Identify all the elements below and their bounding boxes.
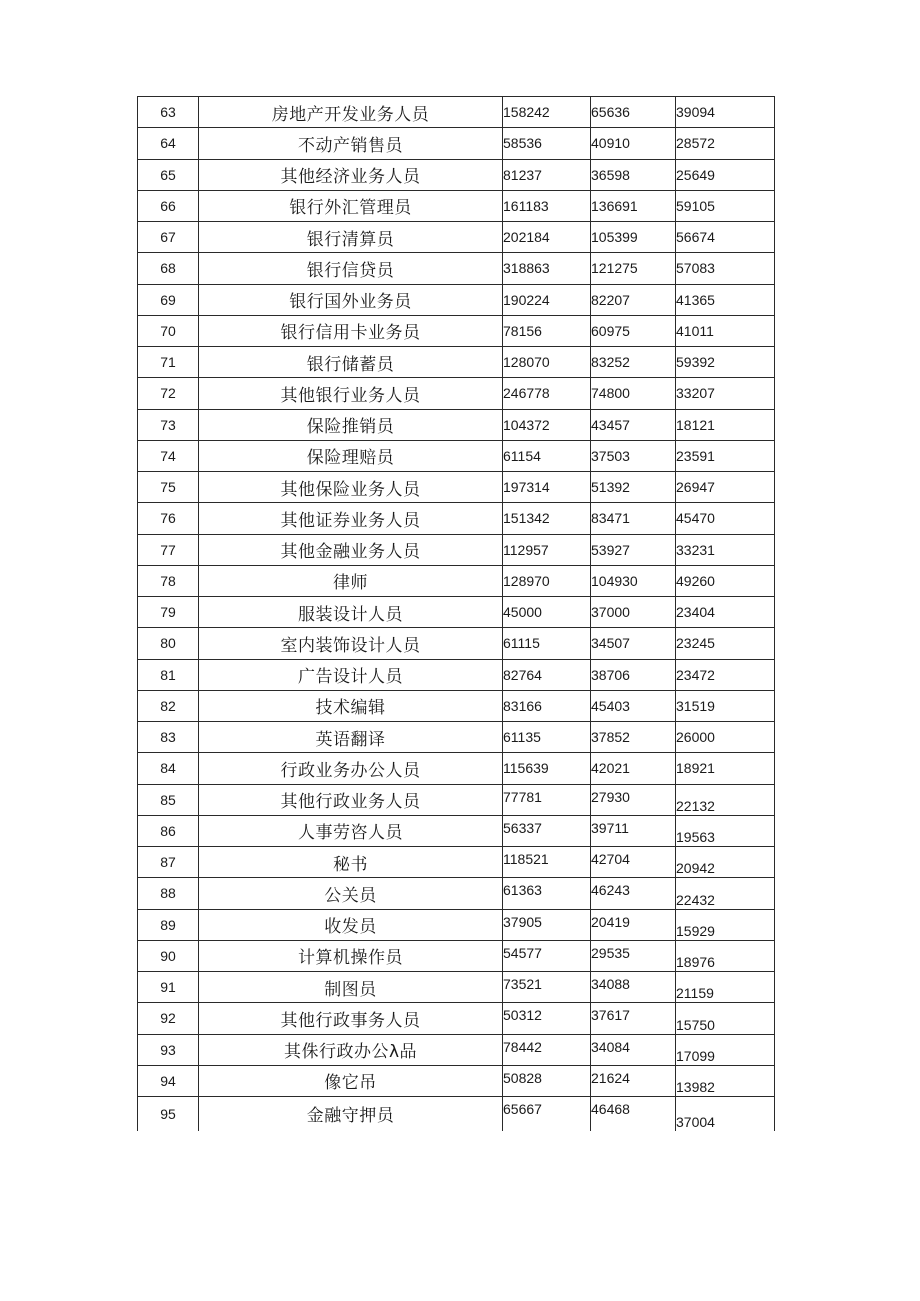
row-number-cell: 74 [138, 440, 199, 471]
value-3-cell: 18921 [676, 753, 775, 784]
table-row [138, 784, 775, 815]
value-1-cell: 81237 [503, 159, 591, 190]
occupation-name-cell: 银行国外业务员 [199, 284, 503, 315]
value-1-cell: 61363 [503, 878, 591, 909]
row-number-cell: 80 [138, 628, 199, 659]
row-number-cell: 64 [138, 128, 199, 159]
value-2-cell: 82207 [591, 284, 676, 315]
table-row [138, 940, 775, 971]
table-row [138, 378, 775, 409]
value-1-cell: 58536 [503, 128, 591, 159]
value-3-cell: 15750 [676, 1003, 775, 1034]
row-number-cell: 78 [138, 565, 199, 596]
value-3-cell: 45470 [676, 503, 775, 534]
value-1-cell: 246778 [503, 378, 591, 409]
row-number-cell: 84 [138, 753, 199, 784]
row-number-cell: 67 [138, 222, 199, 253]
value-2-cell: 40910 [591, 128, 676, 159]
table-row [138, 347, 775, 378]
value-1-cell: 128970 [503, 565, 591, 596]
table-row [138, 159, 775, 190]
value-3-cell: 26947 [676, 472, 775, 503]
value-3-cell: 23591 [676, 440, 775, 471]
value-2-cell: 46243 [591, 878, 676, 909]
table-row [138, 815, 775, 846]
value-2-cell: 65636 [591, 97, 676, 128]
value-3-cell: 57083 [676, 253, 775, 284]
occupation-name-cell: 广告设计人员 [199, 659, 503, 690]
occupation-name-cell: 计算机操作员 [199, 940, 503, 971]
value-2-cell: 121275 [591, 253, 676, 284]
table-row [138, 1003, 775, 1034]
occupation-name-cell: 其他经济业务人员 [199, 159, 503, 190]
occupation-name-cell: 银行外汇管理员 [199, 190, 503, 221]
value-2-cell: 37852 [591, 722, 676, 753]
occupation-name-cell: 其他金融业务人员 [199, 534, 503, 565]
value-3-cell: 26000 [676, 722, 775, 753]
value-2-cell: 74800 [591, 378, 676, 409]
value-3-cell: 23472 [676, 659, 775, 690]
value-3-cell: 59392 [676, 347, 775, 378]
value-1-cell: 115639 [503, 753, 591, 784]
value-3-cell: 41365 [676, 284, 775, 315]
value-1-cell: 202184 [503, 222, 591, 253]
value-2-cell: 46468 [591, 1097, 676, 1131]
occupation-name-cell: 制图员 [199, 972, 503, 1003]
value-3-cell: 59105 [676, 190, 775, 221]
value-3-cell: 13982 [676, 1065, 775, 1096]
value-1-cell: 197314 [503, 472, 591, 503]
value-2-cell: 37617 [591, 1003, 676, 1034]
row-number-cell: 73 [138, 409, 199, 440]
row-number-cell: 87 [138, 847, 199, 878]
salary-table [137, 96, 775, 1131]
table-row [138, 97, 775, 128]
value-1-cell: 77781 [503, 784, 591, 815]
value-3-cell: 18121 [676, 409, 775, 440]
value-3-cell: 49260 [676, 565, 775, 596]
row-number-cell: 88 [138, 878, 199, 909]
table-row [138, 909, 775, 940]
value-3-cell: 31519 [676, 690, 775, 721]
table-row [138, 722, 775, 753]
occupation-name-cell: 银行清算员 [199, 222, 503, 253]
table-row [138, 565, 775, 596]
occupation-name-cell: 像它吊 [199, 1065, 503, 1096]
occupation-name-cell: 服装设计人员 [199, 597, 503, 628]
value-2-cell: 37000 [591, 597, 676, 628]
occupation-name-cell: 金融守押员 [199, 1097, 503, 1131]
value-1-cell: 56337 [503, 815, 591, 846]
row-number-cell: 95 [138, 1097, 199, 1131]
value-1-cell: 61135 [503, 722, 591, 753]
value-1-cell: 45000 [503, 597, 591, 628]
value-1-cell: 54577 [503, 940, 591, 971]
row-number-cell: 68 [138, 253, 199, 284]
table-row [138, 878, 775, 909]
value-1-cell: 318863 [503, 253, 591, 284]
value-1-cell: 65667 [503, 1097, 591, 1131]
table-row [138, 753, 775, 784]
occupation-name-cell: 银行信用卡业务员 [199, 315, 503, 346]
value-2-cell: 136691 [591, 190, 676, 221]
value-2-cell: 27930 [591, 784, 676, 815]
value-3-cell: 18976 [676, 940, 775, 971]
table-row [138, 315, 775, 346]
table-row [138, 409, 775, 440]
value-3-cell: 21159 [676, 972, 775, 1003]
row-number-cell: 75 [138, 472, 199, 503]
table-row [138, 597, 775, 628]
table-row [138, 253, 775, 284]
row-number-cell: 93 [138, 1034, 199, 1065]
value-2-cell: 83471 [591, 503, 676, 534]
occupation-name-cell: 房地产开发业务人员 [199, 97, 503, 128]
occupation-name-cell: 人事劳咨人员 [199, 815, 503, 846]
value-1-cell: 112957 [503, 534, 591, 565]
row-number-cell: 71 [138, 347, 199, 378]
occupation-name-cell: 秘书 [199, 847, 503, 878]
row-number-cell: 66 [138, 190, 199, 221]
value-3-cell: 41011 [676, 315, 775, 346]
value-1-cell: 50828 [503, 1065, 591, 1096]
table-row [138, 128, 775, 159]
table-row [138, 1034, 775, 1065]
row-number-cell: 72 [138, 378, 199, 409]
table-row [138, 690, 775, 721]
value-2-cell: 105399 [591, 222, 676, 253]
value-3-cell: 33231 [676, 534, 775, 565]
occupation-name-cell: 其他银行业务人员 [199, 378, 503, 409]
value-3-cell: 17099 [676, 1034, 775, 1065]
value-2-cell: 42021 [591, 753, 676, 784]
value-1-cell: 61115 [503, 628, 591, 659]
value-2-cell: 42704 [591, 847, 676, 878]
value-3-cell: 15929 [676, 909, 775, 940]
row-number-cell: 89 [138, 909, 199, 940]
table-row [138, 222, 775, 253]
row-number-cell: 63 [138, 97, 199, 128]
occupation-name-cell: 室内装饰设计人员 [199, 628, 503, 659]
occupation-name-cell: 保险推销员 [199, 409, 503, 440]
value-3-cell: 25649 [676, 159, 775, 190]
row-number-cell: 70 [138, 315, 199, 346]
value-3-cell: 28572 [676, 128, 775, 159]
value-1-cell: 128070 [503, 347, 591, 378]
value-3-cell: 39094 [676, 97, 775, 128]
value-2-cell: 21624 [591, 1065, 676, 1096]
salary-table-container [137, 96, 774, 1131]
row-number-cell: 69 [138, 284, 199, 315]
value-3-cell: 33207 [676, 378, 775, 409]
row-number-cell: 92 [138, 1003, 199, 1034]
value-1-cell: 190224 [503, 284, 591, 315]
value-3-cell: 23404 [676, 597, 775, 628]
value-2-cell: 20419 [591, 909, 676, 940]
table-row [138, 503, 775, 534]
value-3-cell: 22432 [676, 878, 775, 909]
value-1-cell: 37905 [503, 909, 591, 940]
table-row [138, 440, 775, 471]
occupation-name-cell: 不动产销售员 [199, 128, 503, 159]
value-1-cell: 151342 [503, 503, 591, 534]
table-row [138, 1065, 775, 1096]
table-row [138, 1097, 775, 1131]
value-3-cell: 19563 [676, 815, 775, 846]
value-2-cell: 34507 [591, 628, 676, 659]
value-3-cell: 56674 [676, 222, 775, 253]
occupation-name-cell: 行政业务办公人员 [199, 753, 503, 784]
value-1-cell: 83166 [503, 690, 591, 721]
value-2-cell: 29535 [591, 940, 676, 971]
value-1-cell: 118521 [503, 847, 591, 878]
value-2-cell: 53927 [591, 534, 676, 565]
row-number-cell: 94 [138, 1065, 199, 1096]
row-number-cell: 76 [138, 503, 199, 534]
row-number-cell: 91 [138, 972, 199, 1003]
occupation-name-cell: 其他证券业务人员 [199, 503, 503, 534]
row-number-cell: 86 [138, 815, 199, 846]
table-row [138, 472, 775, 503]
value-3-cell: 37004 [676, 1097, 775, 1131]
table-row [138, 628, 775, 659]
value-2-cell: 37503 [591, 440, 676, 471]
value-1-cell: 78442 [503, 1034, 591, 1065]
table-row [138, 847, 775, 878]
occupation-name-cell: 其他保险业务人员 [199, 472, 503, 503]
table-row [138, 284, 775, 315]
value-1-cell: 161183 [503, 190, 591, 221]
row-number-cell: 65 [138, 159, 199, 190]
value-2-cell: 36598 [591, 159, 676, 190]
table-row [138, 534, 775, 565]
value-2-cell: 34088 [591, 972, 676, 1003]
row-number-cell: 77 [138, 534, 199, 565]
occupation-name-cell: 银行信贷员 [199, 253, 503, 284]
value-2-cell: 43457 [591, 409, 676, 440]
value-1-cell: 82764 [503, 659, 591, 690]
value-2-cell: 83252 [591, 347, 676, 378]
value-2-cell: 104930 [591, 565, 676, 596]
value-1-cell: 78156 [503, 315, 591, 346]
value-1-cell: 61154 [503, 440, 591, 471]
table-row [138, 659, 775, 690]
value-2-cell: 51392 [591, 472, 676, 503]
value-2-cell: 60975 [591, 315, 676, 346]
table-body [138, 97, 775, 1131]
row-number-cell: 85 [138, 784, 199, 815]
occupation-name-cell: 银行储蓄员 [199, 347, 503, 378]
occupation-name-cell: 公关员 [199, 878, 503, 909]
value-3-cell: 23245 [676, 628, 775, 659]
value-3-cell: 22132 [676, 784, 775, 815]
occupation-name-cell: 其他行政业务人员 [199, 784, 503, 815]
occupation-name-cell: 保险理赔员 [199, 440, 503, 471]
row-number-cell: 82 [138, 690, 199, 721]
value-1-cell: 73521 [503, 972, 591, 1003]
table-row [138, 190, 775, 221]
occupation-name-cell: 英语翻译 [199, 722, 503, 753]
value-1-cell: 104372 [503, 409, 591, 440]
row-number-cell: 83 [138, 722, 199, 753]
value-1-cell: 50312 [503, 1003, 591, 1034]
occupation-name-cell: 其侏行政办公λ品 [199, 1034, 503, 1065]
value-2-cell: 38706 [591, 659, 676, 690]
occupation-name-cell: 收发员 [199, 909, 503, 940]
row-number-cell: 79 [138, 597, 199, 628]
value-1-cell: 158242 [503, 97, 591, 128]
table-row [138, 972, 775, 1003]
value-2-cell: 34084 [591, 1034, 676, 1065]
value-2-cell: 45403 [591, 690, 676, 721]
occupation-name-cell: 技术编辑 [199, 690, 503, 721]
row-number-cell: 90 [138, 940, 199, 971]
occupation-name-cell: 其他行政事务人员 [199, 1003, 503, 1034]
value-2-cell: 39711 [591, 815, 676, 846]
occupation-name-cell: 律师 [199, 565, 503, 596]
row-number-cell: 81 [138, 659, 199, 690]
value-3-cell: 20942 [676, 847, 775, 878]
